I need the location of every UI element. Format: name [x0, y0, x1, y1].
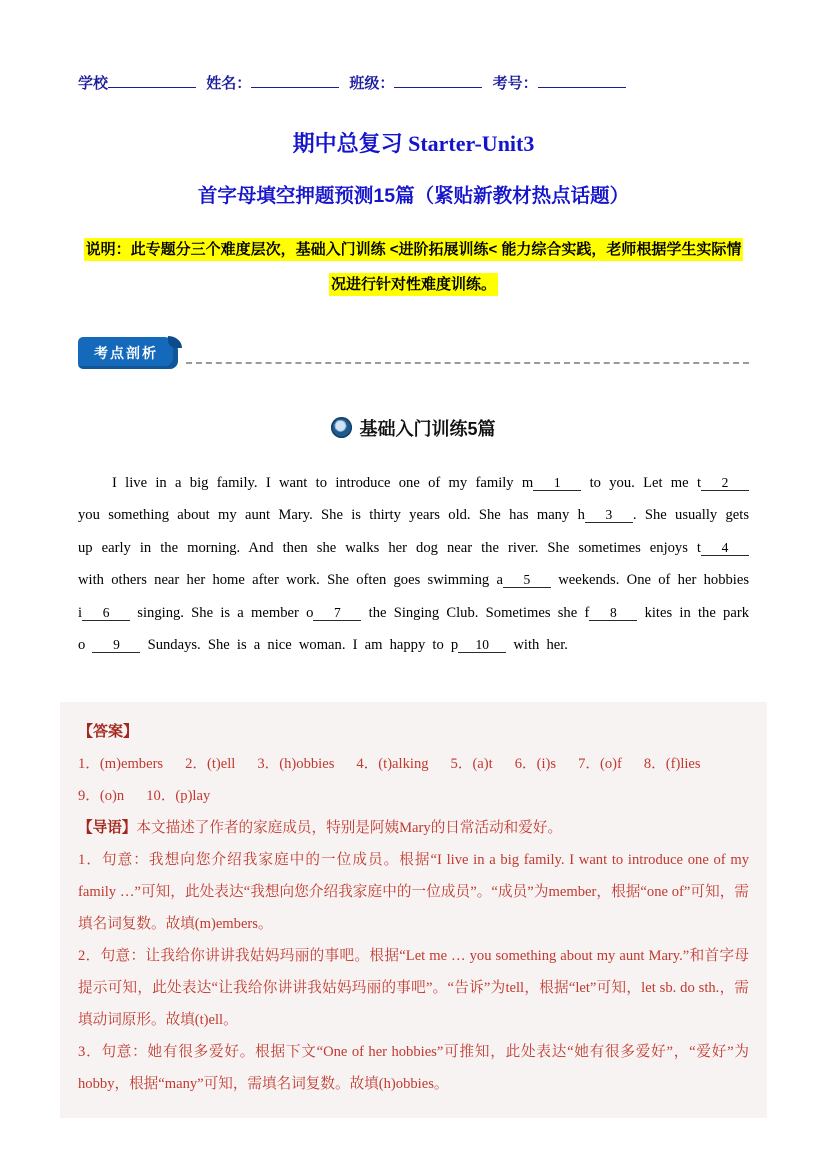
school-field — [78, 72, 196, 93]
school-info-line — [78, 72, 749, 93]
dashed-divider — [186, 362, 749, 364]
fill-in-blank-7: 7 — [313, 605, 361, 621]
examno-field-label: 考号： — [492, 75, 538, 92]
explanations — [78, 812, 749, 1100]
answer-item-6: 6．(i)s — [514, 755, 557, 772]
examno-field-blank[interactable] — [538, 73, 626, 88]
answer-item-9: 9．(o)n — [78, 787, 125, 804]
explanation-paragraph-1: 【导语】本文描述了作者的家庭成员，特别是阿姨Mary的日常活动和爱好。 — [78, 819, 563, 836]
answer-item-5: 5．(a)t — [450, 755, 493, 772]
exam-points-header-row — [78, 337, 749, 369]
fill-in-blank-6: 6 — [82, 605, 130, 621]
passage-text: I live in a big family. I want to introduce one of my family m 1 to you. Let me t 2 you something about my aunt Mary. She is thirty years old. She has many h 3 . She usually gets up early in the morning. And then she walks her dog near the river. She sometimes enjoys t 4 with others near her home after work. She often goes swimming a 5 weekends. One of her hobbies i 6 singing. She is a member o 7 the Singing Club. Sometimes she f 8 kites in the park o 9 Sundays. She is a nice woman. I am happy to p 10 with her. — [78, 474, 749, 653]
answer-item-1: 1．(m)embers — [78, 755, 164, 772]
class-field-blank[interactable] — [394, 73, 482, 88]
answer-item-3: 3．(h)obbies — [257, 755, 335, 772]
fill-in-blank-8: 8 — [589, 605, 637, 621]
school-field-label: 学校 — [78, 75, 109, 92]
section-header — [78, 415, 749, 441]
school-field-blank[interactable] — [108, 73, 196, 88]
answer-item-4: 4．(t)alking — [356, 755, 429, 772]
examno-field — [493, 72, 626, 93]
notice-line-2-text: 况进行针对性难度训练。 — [329, 273, 498, 296]
class-field-label: 班级： — [349, 75, 395, 92]
answer-item-2: 2．(t)ell — [185, 755, 236, 772]
fill-in-blank-9: 9 — [92, 637, 140, 653]
notice-line-1 — [78, 238, 749, 261]
target-circle-icon — [331, 417, 352, 438]
explanation-paragraph-4: 3．句意：她有很多爱好。根据下文“One of her hobbies”可推知，此处表达“她有很多爱好”，“爱好”为hobby，根据“many”可知，需填名词复数。故填(h)obbies。 — [78, 1043, 749, 1092]
notice-block — [78, 238, 749, 297]
name-field — [206, 72, 339, 93]
fill-in-blank-4: 4 — [701, 540, 749, 556]
name-field-blank[interactable] — [251, 73, 339, 88]
answer-item-10: 10．(p)lay — [146, 787, 211, 804]
explanation-label: 【导语】 — [78, 819, 137, 836]
class-field — [349, 72, 482, 93]
fill-in-blank-1: 1 — [533, 475, 581, 491]
page-subtitle: 首字母填空押题预测15篇（紧贴新教材热点话题） — [197, 185, 630, 207]
fill-in-blank-2: 2 — [701, 475, 749, 491]
notice-line-2 — [78, 273, 749, 296]
explanation-paragraph-3: 2．句意：让我给你讲讲我姑妈玛丽的事吧。根据“Let me … you something about my aunt Mary.”和首字母提示可知，此处表达“让我给你讲讲我姑妈玛丽的事吧”。“告诉”为tell，根据“let”可知，let sb. do sth.，需填动词原形。故填(t)ell。 — [78, 947, 749, 1028]
answers-label: 【答案】 — [78, 722, 139, 740]
fill-in-blank-5: 5 — [503, 572, 551, 588]
section-title: 基础入门训练5篇 — [359, 418, 496, 439]
fill-in-blank-3: 3 — [585, 507, 633, 523]
answer-item-7: 7．(o)f — [578, 755, 622, 772]
fill-in-blank-10: 10 — [458, 637, 506, 653]
answer-item-8: 8．(f)lies — [643, 755, 701, 772]
name-field-label: 姓名： — [206, 75, 252, 92]
notice-line-1-text: 说明：此专题分三个难度层次，基础入门训练 <进阶拓展训练< 能力综合实践，老师根据学生实际情 — [84, 238, 744, 261]
answer-block — [60, 702, 767, 1118]
explanation-paragraph-2: 1．句意：我想向您介绍我家庭中的一位成员。根据“I live in a big family. I want to introduce one of my family …”可知，此处表达“我想向您介绍我家庭中的一位成员”。“成员”为member，根据“one of”可知，需填名词复数。故填(m)embers。 — [78, 851, 749, 932]
exam-points-badge: 考点剖析 — [78, 337, 178, 369]
answer-list — [78, 748, 749, 812]
page-title: 期中总复习 Starter-Unit3 — [292, 131, 535, 156]
